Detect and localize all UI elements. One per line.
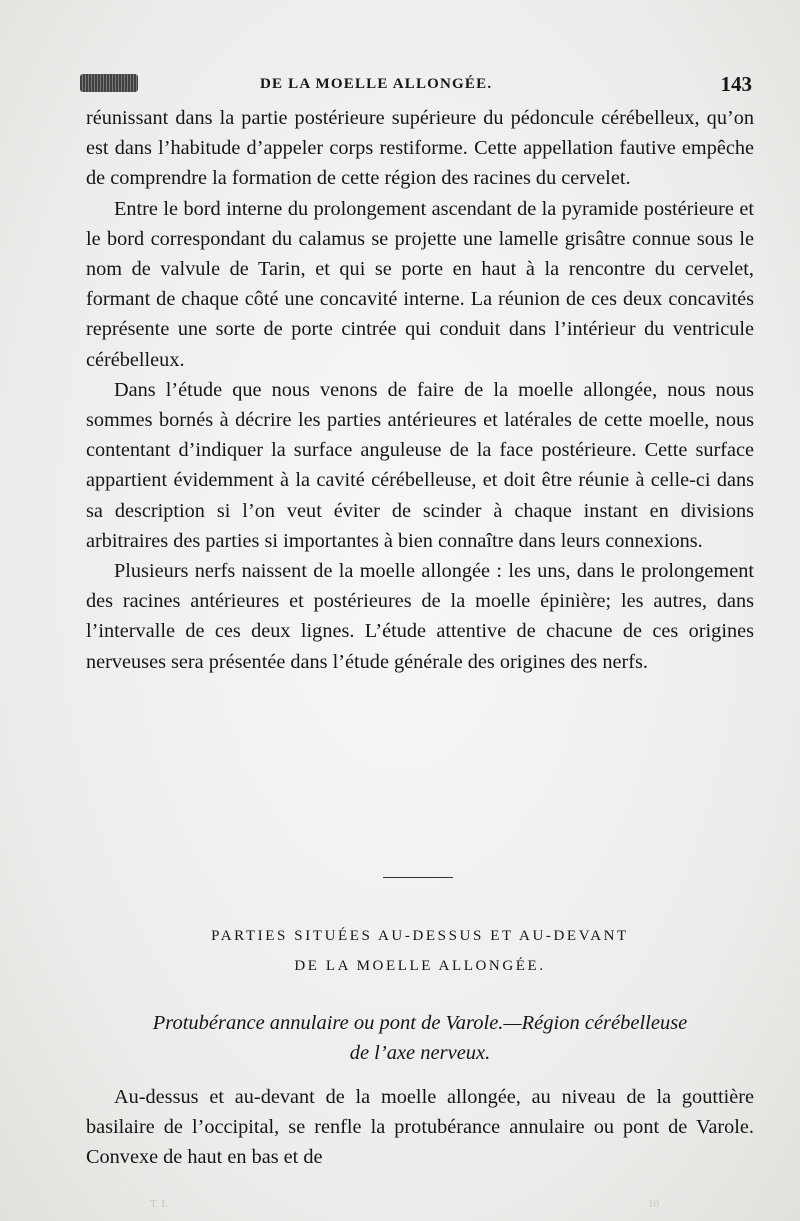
- paragraph-4: Plusieurs nerfs naissent de la moelle allongée : les uns, dans le prolongement des racines antérieures et postérieures de la moelle épinière; les autres, dans l’intervalle de ces deux lignes. L’étude attentive de chacune de ces origines nerveuses sera présentée dans l’étude générale des origines des nerfs.: [86, 560, 754, 673]
- paragraph-2: Entre le bord interne du prolongement ascendant de la pyramide postérieure et le bord correspondant du calamus se projette une lamelle grisâtre connue sous le nom de valvule de Tarin, et qui se porte en haut à la rencontre du cervelet, formant de chaque côté une concavité interne. La réunion de ces deux concavités représente une sorte de porte cintrée qui conduit dans l’intérieur du ventricule cérébelleux.: [86, 197, 754, 371]
- page-header: [80, 72, 760, 100]
- header-ornament-icon: [80, 74, 138, 92]
- page-number: 143: [720, 72, 752, 96]
- footer-sheet-number: 10: [648, 1198, 659, 1210]
- paragraph-1: réunissant dans la partie postérieure supérieure du pédoncule cérébelleux, qu’on est dans l’habitude d’appeler corps restiforme. Cette appellation fautive empêche de comprendre la formation de cette région des racines du cervelet.: [86, 107, 754, 190]
- body-text: [86, 103, 754, 677]
- footer-signature: T. I.: [150, 1198, 168, 1210]
- section-divider: [383, 877, 453, 878]
- subheading-line-1: Protubérance annulaire ou pont de Varole.—Région cérébelleuse: [152, 1012, 688, 1034]
- running-title: DE LA MOELLE ALLONGÉE.: [260, 76, 493, 92]
- section-title-line-2: DE LA MOELLE ALLONGÉE.: [294, 958, 546, 974]
- paragraph-5: Au-dessus et au-devant de la moelle allongée, au niveau de la gouttière basilaire de l’occipital, se renfle la protubérance annulaire ou pont de Varole. Convexe de haut en bas et de: [86, 1086, 754, 1169]
- subheading-line-2: de l’axe nerveux.: [349, 1042, 491, 1064]
- paragraph-3: Dans l’étude que nous venons de faire de la moelle allongée, nous nous sommes bornés à décrire les parties antérieures et latérales de cette moelle, nous contentant d’indiquer la surface anguleuse de la face postérieure. Cette surface appartient évidemment à la cavité cérébelleuse, et doit être réunie à celle-ci dans sa description si l’on veut éviter de scinder à chaque instant en divisions arbitraires des parties si importantes à bien connaître dans leurs connexions.: [86, 378, 754, 552]
- final-body-text: [86, 1082, 754, 1173]
- section-title-line-1: PARTIES SITUÉES AU-DESSUS ET AU-DEVANT: [211, 928, 629, 944]
